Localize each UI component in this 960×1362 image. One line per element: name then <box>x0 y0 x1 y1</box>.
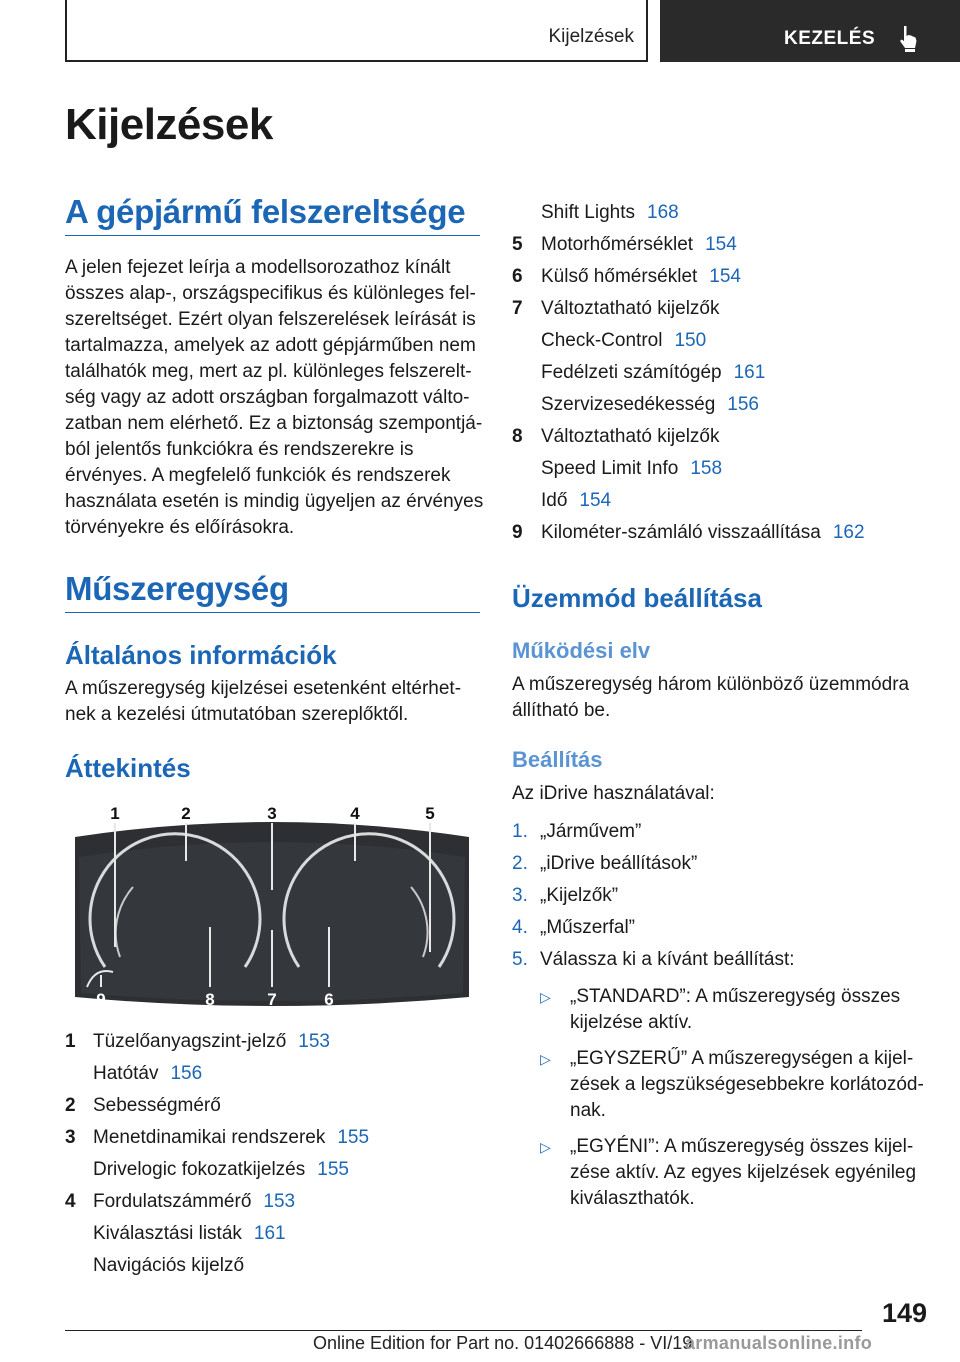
legend-row <box>65 1154 485 1186</box>
text-line: kiválaszthatók. <box>570 1188 695 1209</box>
section-heading-vehicle-equipment: A gépjármű felszereltsége <box>65 193 466 230</box>
step-number: 4. <box>512 917 528 938</box>
legend-number: 8 <box>512 426 523 447</box>
text-line: A műszeregység kijelzései esetenként eltérhet‐ <box>65 678 462 699</box>
text-line: nak. <box>570 1100 606 1121</box>
legend-number: 7 <box>512 298 523 319</box>
legend-right <box>512 197 932 549</box>
text-line: A műszeregység három különböző üzemmódra <box>512 674 910 695</box>
legend-row <box>512 517 932 549</box>
text-line: ség vagy az adott országban forgalmazott válto‐ <box>65 387 470 408</box>
legend-text: Változtatható kijelzők <box>541 298 720 319</box>
triangle-bullet-icon: ▷ <box>540 1139 551 1155</box>
instrument-cluster-illustration <box>65 797 479 1017</box>
triangle-bullet-icon: ▷ <box>540 989 551 1005</box>
legend-row <box>512 261 932 293</box>
principle-paragraph <box>512 672 932 724</box>
legend-number: 6 <box>512 266 523 287</box>
text-line: érvényes. A megfelelő funkciók és rendszerek <box>65 465 451 486</box>
step-item <box>512 912 932 944</box>
header-chapter-box <box>660 0 960 62</box>
page-reference-link[interactable]: 155 <box>317 1159 349 1180</box>
legend-row <box>65 1026 485 1058</box>
page-reference-link[interactable]: 153 <box>263 1191 296 1212</box>
legend-text: Változtatható kijelzők <box>541 426 720 447</box>
page-number: 149 <box>881 1298 927 1328</box>
subheading-principle: Működési elv <box>512 638 651 663</box>
legend-text: Fordulatszámmérő <box>93 1191 252 1212</box>
option-simple <box>512 1046 932 1124</box>
legend-text: Motorhőmérséklet <box>541 234 694 255</box>
callout-label-7: 7 <box>267 990 277 1009</box>
setting-steps <box>512 816 932 1216</box>
menu-path-displays: „Kijelzők” <box>540 885 619 906</box>
text-line: állítható be. <box>512 700 611 721</box>
callout-label-6: 6 <box>324 990 334 1009</box>
legend-text: Sebességmérő <box>93 1095 221 1116</box>
legend-text: Idő <box>541 490 568 511</box>
footer-edition: Online Edition for Part no. 01402666888 - VI/19 <box>313 1333 693 1353</box>
text-line: zések a legszükségesebbekre korlátozód‐ <box>570 1074 924 1095</box>
callout-label-9: 9 <box>96 990 106 1009</box>
section-heading-mode-setting: Üzemmód beállítása <box>512 583 762 613</box>
menu-path-my-vehicle: „Járművem” <box>540 821 642 842</box>
header-chapter-title: KEZELÉS <box>784 28 876 49</box>
legend-text: Hatótáv <box>93 1063 159 1084</box>
legend-number: 1 <box>65 1031 76 1052</box>
step-number: 3. <box>512 885 528 906</box>
legend-number: 3 <box>65 1127 76 1148</box>
text-line: törvényekre és előírásokra. <box>65 517 295 538</box>
page-reference-link[interactable]: 150 <box>674 330 707 351</box>
legend-row <box>65 1218 485 1250</box>
step-item <box>512 944 932 976</box>
legend-row <box>512 485 932 517</box>
page-reference-link[interactable]: 154 <box>705 234 737 255</box>
footer-watermark: armanualsonline.info <box>685 1333 873 1353</box>
footer-rule <box>65 1330 862 1331</box>
page-reference-link[interactable]: 161 <box>253 1223 286 1244</box>
subheading-overview: Áttekintés <box>65 753 191 783</box>
text-line: szereltséget. Ezért olyan felszerelések leírását is <box>65 309 476 330</box>
page-reference-link[interactable]: 154 <box>579 490 612 511</box>
legend-row <box>512 293 932 325</box>
text-line: kijelzése aktív. <box>570 1012 693 1033</box>
legend-text: Kiválasztási listák <box>93 1223 242 1244</box>
legend-row <box>512 229 932 261</box>
text-line: „STANDARD”: A műszeregység összes <box>570 986 901 1007</box>
legend-text: Külső hőmérséklet <box>541 266 698 287</box>
legend-text: Navigációs kijelző <box>93 1255 245 1276</box>
callout-label-8: 8 <box>205 990 215 1009</box>
text-line: ból jelentős funkciókra és rendszerekre is <box>65 439 414 460</box>
callout-label-5: 5 <box>425 804 435 823</box>
equipment-paragraph <box>65 255 485 541</box>
legend-row <box>65 1122 485 1154</box>
legend-text: Shift Lights <box>541 202 635 223</box>
step-item <box>512 816 932 848</box>
legend-row <box>512 325 932 357</box>
legend-text: Menetdinamikai rendszerek <box>93 1127 326 1148</box>
text-line: zése aktív. Az egyes kijelzések egyénileg <box>570 1162 917 1183</box>
heading-rule <box>65 612 480 613</box>
legend-text: Kilométer-számláló visszaállítása <box>541 522 821 543</box>
page-reference-link[interactable]: 156 <box>727 394 759 415</box>
text-line: összes alap-, országspecifikus és különleges fel‐ <box>65 283 476 304</box>
legend-row <box>512 389 932 421</box>
hand-pointer-icon <box>896 24 920 52</box>
text-line: nek a kezelési útmutatóban szereplőktől. <box>65 704 409 725</box>
legend-number: 9 <box>512 522 523 543</box>
callout-label-2: 2 <box>181 804 191 823</box>
page-reference-link[interactable]: 154 <box>709 266 741 287</box>
callout-label-4: 4 <box>350 804 360 823</box>
legend-text: Fedélzeti számítógép <box>541 362 722 383</box>
legend-row <box>512 357 932 389</box>
section-heading-instrument-cluster: Műszeregység <box>65 570 289 607</box>
legend-left <box>65 1026 485 1282</box>
header-section-title: Kijelzések <box>548 26 634 47</box>
legend-row <box>512 197 932 229</box>
legend-row <box>512 421 932 453</box>
legend-text: Tüzelőanyagszint-jelző <box>93 1031 287 1052</box>
page-reference-link[interactable]: 162 <box>832 522 865 543</box>
legend-row <box>65 1090 485 1122</box>
legend-text: Szervizesedékesség <box>541 394 716 415</box>
page-reference-link[interactable]: 168 <box>647 202 679 223</box>
step-number: 1. <box>512 821 528 842</box>
legend-text: Check-Control <box>541 330 663 351</box>
page-reference-link[interactable]: 155 <box>337 1127 370 1148</box>
text-line: „EGYÉNI”: A műszeregység összes kijel‐ <box>570 1136 914 1157</box>
subheading-general-info: Általános információk <box>65 640 337 670</box>
step-item <box>512 880 932 912</box>
legend-row <box>65 1058 485 1090</box>
menu-path-idrive-settings: „iDrive beállítások” <box>540 853 698 874</box>
legend-row <box>65 1186 485 1218</box>
legend-number: 2 <box>65 1095 76 1116</box>
step-item <box>512 848 932 880</box>
option-standard <box>512 984 932 1036</box>
text-line: zatban nem elérhető. Ez a biztonság szempontjá‐ <box>65 413 483 434</box>
step-number: 2. <box>512 853 528 874</box>
page-title: Kijelzések <box>65 100 273 149</box>
legend-text: Speed Limit Info <box>541 458 679 479</box>
legend-number: 4 <box>65 1191 76 1212</box>
legend-row <box>65 1250 485 1282</box>
step-number: 5. <box>512 949 528 970</box>
legend-row <box>512 453 932 485</box>
step-text: Válassza ki a kívánt beállítást: <box>540 949 795 970</box>
legend-text: Drivelogic fokozatkijelzés <box>93 1159 306 1180</box>
callout-label-3: 3 <box>267 804 277 823</box>
option-individual <box>512 1134 932 1212</box>
text-line: A jelen fejezet leírja a modellsorozathoz kínált <box>65 257 451 278</box>
text-line: találhatók meg, mert az pl. különleges felszerelt‐ <box>65 361 472 382</box>
setting-intro: Az iDrive használatával: <box>512 783 715 804</box>
legend-number: 5 <box>512 234 523 255</box>
callout-label-1: 1 <box>110 804 120 823</box>
text-line: „EGYSZERŰ” A műszeregységen a kijel‐ <box>570 1048 914 1069</box>
general-info-paragraph <box>65 676 485 728</box>
page-reference-link[interactable]: 153 <box>298 1031 330 1052</box>
page-reference-link[interactable]: 161 <box>733 362 766 383</box>
page-reference-link[interactable]: 158 <box>690 458 723 479</box>
page-reference-link[interactable]: 156 <box>170 1063 203 1084</box>
heading-rule <box>65 235 480 236</box>
subheading-setting: Beállítás <box>512 747 603 772</box>
text-line: tartalmazza, amelyek az adott gépjárműben nem <box>65 335 476 356</box>
menu-path-instrument-panel: „Műszerfal” <box>540 917 636 938</box>
text-line: használata esetén is mindig ügyeljen az érvényes <box>65 491 484 512</box>
header-section-box <box>65 0 648 62</box>
triangle-bullet-icon: ▷ <box>540 1051 551 1067</box>
